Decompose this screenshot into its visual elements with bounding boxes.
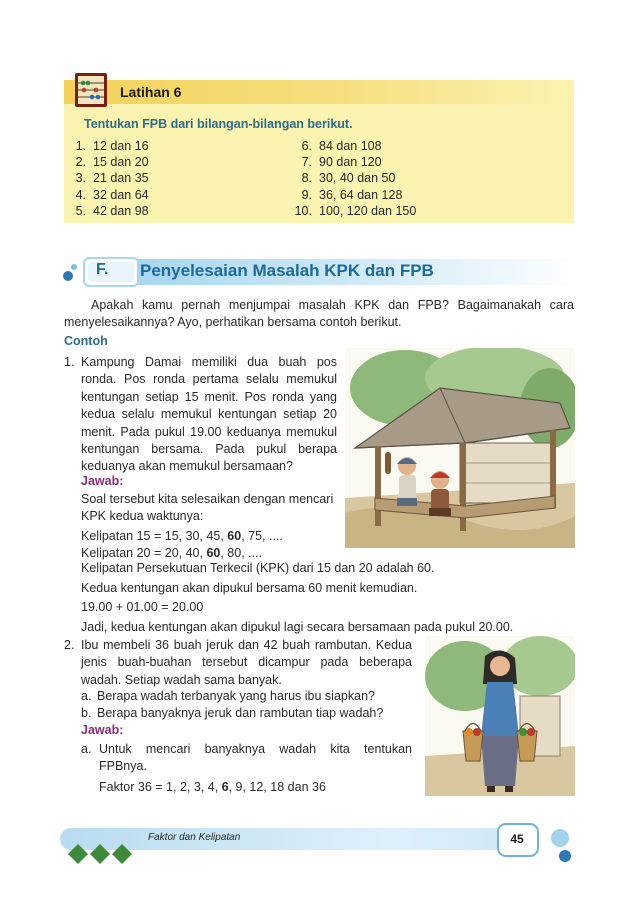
problem-2-text: Ibu membeli 36 buah jeruk dan 42 buah rambutan. Kedua jenis buah-buahan tersebut dicampur pada beberapa wadah. Setiap wadah sama banyak. xyxy=(81,638,412,687)
kpk-statement: Kelipatan Persekutuan Terkecil (KPK) dari 15 dan 20 adalah 60. xyxy=(81,561,435,575)
answer-a-label: a. xyxy=(81,742,92,756)
intro-paragraph-line: Apakah kamu pernah menjumpai masalah KPK dan FPB? Bagaimanakah cara xyxy=(91,298,574,312)
woman-with-baskets-illustration xyxy=(425,636,575,796)
exercise-item: 4. 32 dan 64 xyxy=(75,187,149,202)
answer-a-text: Untuk mencari banyaknya wadah kita tentukan FPBnya. Faktor 36 = 1, 2, 3, 4, 6, 9, 12, 18 dan 36 xyxy=(99,742,412,794)
exercise-item: 7. 90 dan 120 xyxy=(301,155,382,170)
section-title: Penyelesaian Masalah KPK dan FPB xyxy=(140,261,434,280)
footer-chapter-label: Faktor dan Kelipatan xyxy=(148,832,241,843)
question-b: b. Berapa banyaknya jeruk dan rambutan tiap wadah? xyxy=(81,706,384,720)
page-number: 45 xyxy=(510,832,524,846)
exercise-item: 5. 42 dan 98 xyxy=(75,203,149,218)
pos-ronda-illustration xyxy=(345,348,575,548)
solution-1-text: Soal tersebut kita selesaikan dengan mencari KPK kedua waktunya: Kelipatan 15 = 15, 30, 45, 60, 75, .... Kelipatan 20 = 20, 40, 60, 80, .... xyxy=(81,492,334,561)
question-a: a. Berapa wadah terbanyak yang harus ibu siapkan? xyxy=(81,689,375,703)
exercise-item: 2. 15 dan 20 xyxy=(75,155,149,170)
kentungan-statement: Kedua kentungan akan dipukul bersama 60 menit kemudian. xyxy=(81,581,418,595)
problem-2-number: 2. xyxy=(64,638,75,652)
jawab-label: Jawab: xyxy=(81,723,124,737)
contoh-heading: Contoh xyxy=(64,334,108,348)
jawab-label: Jawab: xyxy=(81,474,124,488)
section-letter: F. xyxy=(96,261,109,278)
exercise-item: 10. 100, 120 dan 150 xyxy=(294,203,417,218)
latihan-title: Latihan 6 xyxy=(120,84,182,100)
exercise-item: 3. 21 dan 35 xyxy=(75,171,149,186)
problem-1-text: Kampung Damai memiliki dua buah pos ronda. Pos ronda pertama selalu memukul kentungan setiap 15 menit. Pos ronda yang kedua selalu memukul kentungan setiap 20 menit. Pada pukul 19.00 keduanya memukul kentungan bersama. Pada pukul berapa keduanya akan memukul bersamaan? xyxy=(81,355,337,474)
exercise-item: 1. 12 dan 16 xyxy=(75,139,149,153)
conclusion-statement: Jadi, kedua kentungan akan dipukul lagi secara bersamaan pada pukul 20.00. xyxy=(81,620,514,634)
exercise-item: 9. 36, 64 dan 128 xyxy=(301,187,403,202)
problem-1-number: 1. xyxy=(64,355,75,369)
exercise-item: 6. 84 dan 108 xyxy=(301,139,382,153)
exercise-list-left xyxy=(64,138,149,219)
intro-paragraph-line: menyelesaikannya? Ayo, perhatikan bersama contoh berikut. xyxy=(64,315,402,329)
time-calculation: 19.00 + 01.00 = 20.00 xyxy=(81,600,204,614)
exercise-item: 8. 30, 40 dan 50 xyxy=(301,171,396,186)
abacus-icon xyxy=(74,72,108,108)
latihan-instruction: Tentukan FPB dari bilangan-bilangan berikut. xyxy=(84,117,353,131)
exercise-list-right xyxy=(290,138,416,219)
